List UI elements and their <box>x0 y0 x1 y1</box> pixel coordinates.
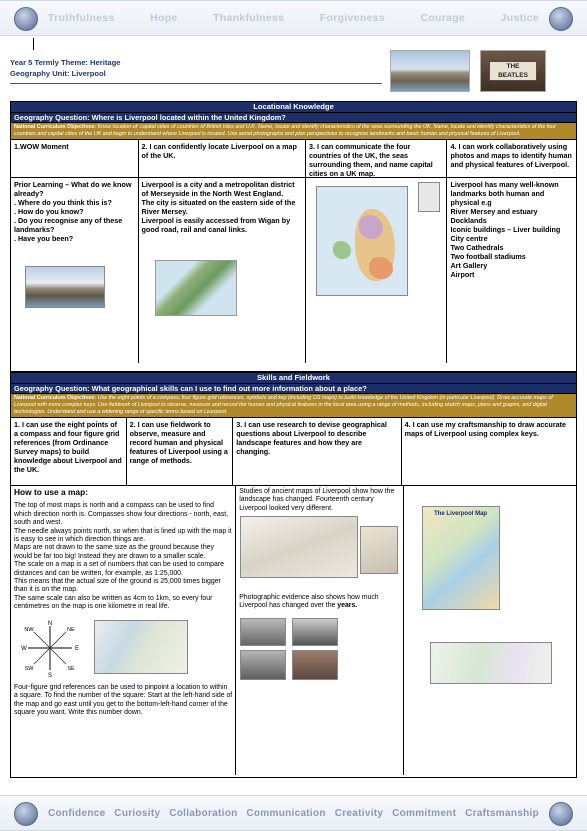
value-item: Commitment <box>392 807 457 819</box>
curriculum-objectives: National Curriculum Objectives: Use the eight points of a compass, four figure grid references, symbols and key (including OS maps) to build knowledge of the United Kingdom (in particular Liverpool). Draw accurate maps of Liverpool with more complex keys. Use fieldwork of Liverpool to observe, measure and record the human and physical features in the local area using a range of methods, including sketch maps, plans and graphs, and digital technologies. Understand and use a widening range of specific terms based on Liverpool. <box>11 393 576 417</box>
values-list <box>48 1 539 35</box>
objective-headings-row <box>11 417 576 485</box>
objective-heading: 4. I can use my craftsmanship to draw accurate maps of Liverpool using complex keys. <box>404 420 567 438</box>
value-item: Courage <box>420 12 466 24</box>
beatles-sign: THE BEATLES <box>489 61 537 81</box>
school-crest-icon <box>14 802 38 826</box>
ancient-map-image <box>240 516 358 578</box>
uk-map-image <box>155 260 237 316</box>
value-item: Hope <box>150 12 178 24</box>
geography-question: Geography Question: What geographical skills can I use to find out more information about a place? <box>11 383 576 393</box>
value-item: Communication <box>246 807 326 819</box>
beatles-story-photo <box>480 50 546 92</box>
objective-heading: 2. I can use fieldwork to observe, measure and record human and physical features of Liverpool using a range of methods. <box>127 418 234 485</box>
uk-political-map <box>316 186 408 296</box>
compass-label: S <box>47 672 53 678</box>
uk-map-cell <box>306 178 448 363</box>
map-title: The Liverpool Map <box>434 511 488 517</box>
compass-label: NW <box>24 626 34 633</box>
historic-photo <box>292 618 338 646</box>
unit-title: Geography Unit: Liverpool <box>10 69 106 78</box>
objective-headings-row <box>11 139 576 177</box>
value-item: Truthfulness <box>48 12 115 24</box>
curriculum-objectives: National Curriculum Objectives: Know location of: capital cities of countries of British Isles and U.K. Name, locate and identify characteristics of the seas surrounding the UK. Name, locate and identify characteristics of the four countries and capital cities of the UK and begin to understand where Liverpool is located. Use aerial photographs and plan perspectives to recognise landmarks and basic human and physical features of Liverpool. <box>11 122 576 139</box>
photo-evidence-text: Photographic evidence also shows how much Liverpool has changed over the years. <box>239 594 379 610</box>
landmark-thumbnail <box>418 182 440 212</box>
compass-label: N <box>47 620 53 627</box>
objective-heading: 4. I can work collaboratively using photos and maps to identify human and physical features of Liverpool. <box>450 142 572 169</box>
objective-heading: 1. I can use the eight points of a compass and four figure grid references (from Ordinance Survey maps) to build knowledge about Liverpool and the UK. <box>11 418 127 485</box>
content-row <box>11 485 576 775</box>
compass-label: NE <box>67 626 75 633</box>
old-map-image <box>360 526 398 574</box>
liverpool-map-illustration <box>422 506 500 610</box>
section-title: Skills and Fieldwork <box>11 373 576 383</box>
value-item: Forgiveness <box>319 12 385 24</box>
values-banner-bottom <box>0 795 587 831</box>
value-item: Thankfulness <box>213 12 285 24</box>
compass-label: E <box>74 645 80 652</box>
landmarks-cell: Liverpool has many well-known landmarks both human and physical e.g River Mersey and estuary Docklands Iconic buildings – Liver building City centre Two Cathedrals Two football stadiums Art Gallery Airport <box>450 180 561 279</box>
liverpool-waterfront-photo <box>390 50 470 92</box>
modern-photo <box>292 650 338 680</box>
historic-photo <box>240 650 286 680</box>
compass-and-map <box>14 618 232 680</box>
waterfront-photo <box>25 266 105 308</box>
grid-map-image <box>94 620 188 674</box>
objective-heading: 1.WOW Moment <box>11 140 139 177</box>
content-row <box>11 177 576 363</box>
value-item: Collaboration <box>169 807 238 819</box>
studies-text: Studies of ancient maps of Liverpool show how the landscape has changed. Fourteenth century Liverpool looked very different. <box>239 488 395 512</box>
compass-label: SE <box>67 665 75 672</box>
school-crest-icon <box>14 7 38 31</box>
value-item: Confidence <box>48 807 106 819</box>
value-item: Curiosity <box>114 807 161 819</box>
compass-label: SW <box>24 665 34 672</box>
values-list <box>48 796 539 830</box>
sketch-map-image <box>430 642 552 684</box>
value-item: Creativity <box>334 807 384 819</box>
value-item: Justice <box>500 12 539 24</box>
how-to-use-map-cell: How to use a map: The top of most maps is north and a compass can be used to find which direction north is. Compasses show four directions - north, east, south and west. The needle always points north, so when that is lined up with the map it is easy to see in which direction things are. Maps are not drawn to the same size as the ground because they would be far too big! Instead they are drawn to a smaller scale. The scale on a map is a set of numbers that can be used to compare distances and can be written, for example, as 1:25,000. This means that the actual size of the ground is 25,000 times bigger than it is on the map. The same scale can also be written as 4cm to 1km, so every four centimetres on the map is one kilometre in real life. N NE E SE S SW W NW Four-figure grid references can be used to pinpoint a location to within a square. To find the number of the square: Start at the left-hand side of the map and go east until you get to the bottom-left-hand corner of the square you want. Write this number down. <box>11 486 236 775</box>
section-title: Locational Knowledge <box>11 102 576 112</box>
location-facts-cell: Liverpool is a city and a metropolitan district of Merseyside in the North West England. The city is situated on the eastern side of the River Mersey. Liverpool is easily accessed from Wigan by good road, rail and canal links. <box>139 178 306 363</box>
text-cursor <box>33 38 34 50</box>
skills-fieldwork-section <box>10 372 577 778</box>
grid-reference-text: Four-figure grid references can be used to pinpoint a location to within a square. To find the number of the square: Start at the left-hand side of the map and go east until you get to the bottom-left-hand corner of the square you want. Write this number down. <box>14 683 233 716</box>
header-divider <box>10 83 382 84</box>
compass-rose-icon <box>20 618 80 678</box>
objective-heading: 3. I can communicate the four countries of the UK, the seas surrounding them, and name capital cities on a UK map. <box>306 140 448 177</box>
values-banner-top <box>0 0 587 36</box>
historic-photo <box>240 618 286 646</box>
history-evidence-cell <box>236 486 403 775</box>
value-item: Craftsmanship <box>465 807 539 819</box>
prior-learning-cell: Prior Learning – What do we know already? . Where do you think this is? . How do you know? . Do you recognise any of these landmarks? . Have you been? <box>11 178 139 363</box>
school-crest-icon <box>549 7 573 31</box>
liverpool-map-cell <box>404 486 576 775</box>
how-to-title: How to use a map: <box>14 487 88 497</box>
objective-heading: 3. I can use research to devise geographical questions about Liverpool to describe landscape features and how they are changing. <box>233 418 401 485</box>
theme-title: Year 5 Termly Theme: Heritage <box>10 58 121 67</box>
locational-knowledge-section <box>10 101 577 372</box>
geography-question: Geography Question: Where is Liverpool located within the United Kingdom? <box>11 112 576 122</box>
objective-heading: 2. I can confidently locate Liverpool on a map of the UK. <box>139 140 306 177</box>
compass-label: W <box>21 645 27 652</box>
school-crest-icon <box>549 802 573 826</box>
